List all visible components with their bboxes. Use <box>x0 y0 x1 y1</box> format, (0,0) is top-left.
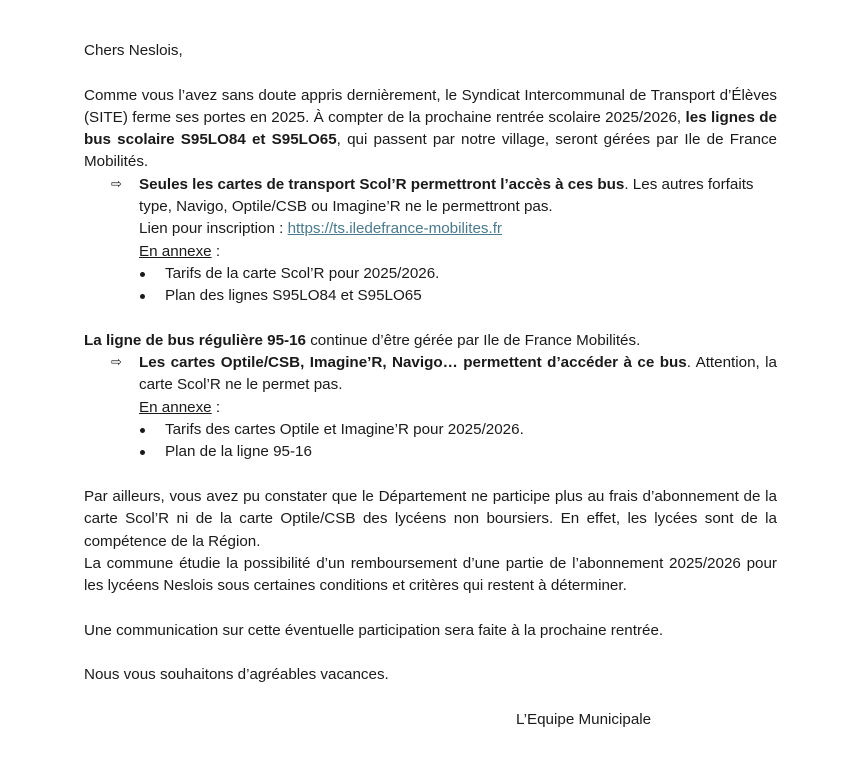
regular-line-paragraph <box>84 330 777 352</box>
annexe-heading-2 <box>139 397 777 419</box>
spacer <box>84 642 777 664</box>
school-bus-notice-text: . Les autres forfaits type, Navigo, Optile/CSB ou Imagine’R ne le permettront pas. <box>139 175 754 216</box>
regular-bus-block <box>84 352 777 463</box>
bullet-icon <box>140 450 145 455</box>
letter-body <box>84 40 777 731</box>
bullet-icon <box>140 272 145 277</box>
intro-text-start: Comme vous l’avez sans doute appris dernièrement, le Syndicat Intercommunal de Transport d’Élèves (SITE) ferme ses portes en 2025. À compter de la prochaine rentrée scolaire 2025/2026, <box>84 86 777 126</box>
regular-bus-notice-bold: Les cartes Optile/CSB, Imagine’R, Navigo… permettent d’accéder à ce bus <box>139 354 687 372</box>
signature: L’Equipe Municipale <box>516 710 652 728</box>
annexe-heading-1 <box>139 241 777 263</box>
school-bus-notice-bold: Seules les cartes de transport Scol’R permettront l’accès à ces bus <box>139 175 625 193</box>
arrow-right-icon: ⇨ <box>111 355 122 371</box>
registration-link[interactable]: https://ts.iledefrance-mobilites.fr <box>287 220 502 238</box>
list-item <box>139 419 777 441</box>
spacer <box>84 62 777 84</box>
spacer <box>84 687 777 709</box>
registration-label: Lien pour inscription : <box>139 220 288 238</box>
list-item <box>139 285 777 307</box>
list-item-text: Plan de la ligne 95-16 <box>165 443 312 461</box>
commune-paragraph: La commune étudie la possibilité d’un remboursement d’une partie de l’abonnement 2025/2026 pour les lycéens Neslois sous certaines conditions et critères qui restent à déterminer. <box>84 554 777 595</box>
registration-line <box>139 218 777 240</box>
list-item-text: Tarifs des cartes Optile et Imagine’R pour 2025/2026. <box>165 421 524 439</box>
school-bus-notice <box>139 174 777 219</box>
intro-text-end: , qui passent par notre village, seront gérées par Ile de France Mobilités. <box>84 131 777 171</box>
school-bus-block <box>84 174 777 308</box>
list-item-text: Plan des lignes S95LO84 et S95LO65 <box>165 287 422 305</box>
communication-paragraph: Une communication sur cette éventuelle participation sera faite à la prochaine rentrée. <box>84 621 664 639</box>
annexe-colon-2: : <box>211 398 221 416</box>
list-item <box>139 263 777 285</box>
departement-paragraph: Par ailleurs, vous avez pu constater que le Département ne participe plus au frais d’abonnement de la carte Scol’R ni de la carte Optile/CSB des lycéens non boursiers. En effet, les lycées sont de la compétence de la Région. <box>84 487 777 550</box>
regular-bus-notice-text: . Attention, la carte Scol’R ne le permet pas. <box>139 354 777 394</box>
bullet-icon <box>140 428 145 433</box>
signature-row <box>84 709 777 731</box>
regular-bus-notice <box>139 352 777 397</box>
list-item <box>139 441 777 463</box>
regular-line-text: continue d’être gérée par Ile de France Mobilités. <box>305 331 641 349</box>
arrow-right-icon: ⇨ <box>111 176 122 192</box>
regular-line-bold: La ligne de bus régulière 95-16 <box>84 331 306 349</box>
annexe-list-1 <box>139 263 777 308</box>
annexe-label-2: En annexe <box>139 398 212 416</box>
wishes-paragraph: Nous vous souhaitons d’agréables vacances. <box>84 666 389 684</box>
spacer <box>84 597 777 619</box>
annexe-label-1: En annexe <box>139 242 212 260</box>
list-item-text: Tarifs de la carte Scol’R pour 2025/2026. <box>165 264 440 282</box>
annexe-list-2 <box>139 419 777 464</box>
spacer <box>84 308 777 330</box>
greeting: Chers Neslois, <box>84 42 183 59</box>
annexe-colon-1: : <box>211 242 221 260</box>
bullet-icon <box>140 294 145 299</box>
intro-paragraph <box>84 85 777 174</box>
spacer <box>84 464 777 486</box>
intro-bus-lines: les lignes de bus scolaire S95LO84 et S95LO65 <box>84 108 777 149</box>
